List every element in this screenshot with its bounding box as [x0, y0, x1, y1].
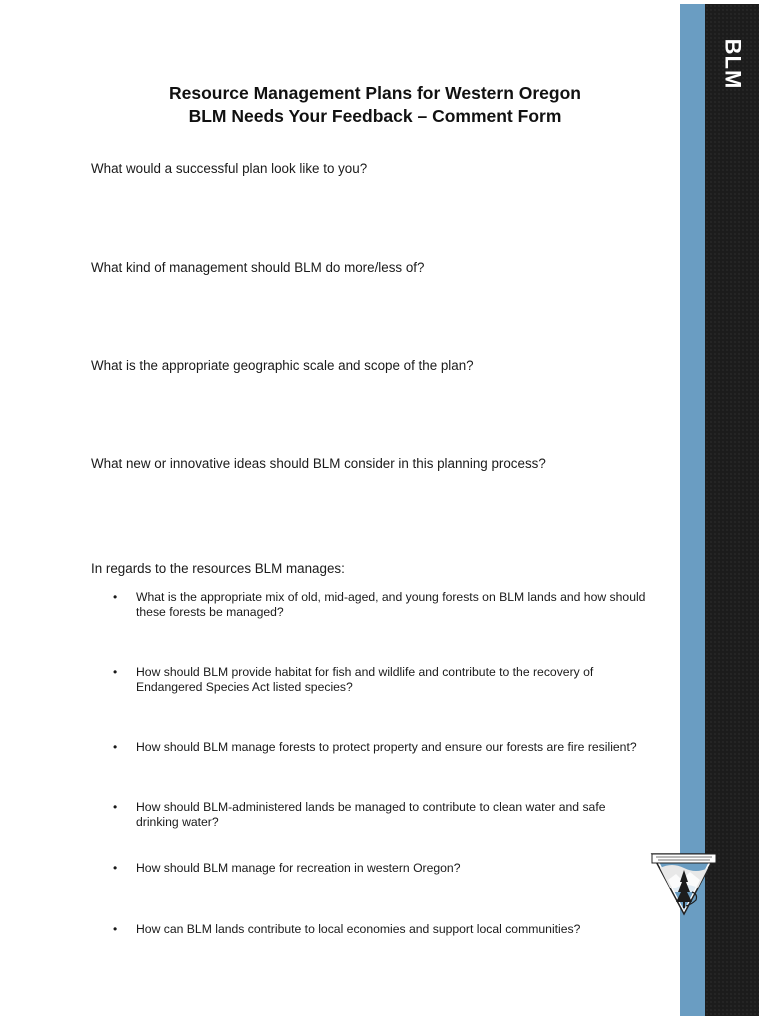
bullet-icon: •	[113, 740, 118, 754]
bullet-icon: •	[113, 800, 118, 814]
bullet-icon: •	[113, 590, 118, 604]
list-item	[136, 861, 676, 876]
list-item-line: How can BLM lands contribute to local economies and support local communities?	[136, 922, 581, 936]
list-item	[136, 740, 676, 755]
question-geographic-scale: What is the appropriate geographic scale and scope of the plan?	[91, 358, 474, 373]
list-item-line: What is the appropriate mix of old, mid-aged, and young forests on BLM lands and how should	[136, 590, 646, 604]
question-successful-plan: What would a successful plan look like to you?	[91, 161, 368, 176]
list-item-line: How should BLM manage forests to protect property and ensure our forests are fire resilient?	[136, 740, 637, 754]
list-item-line: How should BLM manage for recreation in western Oregon?	[136, 861, 461, 875]
list-item	[136, 800, 676, 830]
list-item-line: How should BLM provide habitat for fish and wildlife and contribute to the recovery of	[136, 665, 594, 679]
question-innovative-ideas: What new or innovative ideas should BLM consider in this planning process?	[91, 456, 546, 471]
form-title-line1: Resource Management Plans for Western Oregon	[168, 83, 581, 103]
list-item-line: drinking water?	[136, 815, 219, 829]
list-item	[136, 922, 676, 937]
blm-logo-icon	[646, 848, 722, 918]
question-management-more-less: What kind of management should BLM do more/less of?	[91, 260, 425, 275]
list-item-line: How should BLM-administered lands be managed to contribute to clean water and safe	[136, 800, 606, 814]
list-item-line: these forests be managed?	[136, 605, 284, 619]
resources-intro: In regards to the resources BLM manages:	[91, 561, 345, 576]
bullet-icon: •	[113, 922, 118, 936]
list-item	[136, 665, 676, 695]
list-item	[136, 590, 676, 620]
blm-brand-text: BLM	[720, 38, 745, 90]
bullet-icon: •	[113, 665, 118, 679]
list-item-line: Endangered Species Act listed species?	[136, 680, 353, 694]
form-title-line2: BLM Needs Your Feedback – Comment Form	[188, 106, 562, 126]
bullet-icon: •	[113, 861, 118, 875]
blm-brand-label	[712, 32, 752, 96]
